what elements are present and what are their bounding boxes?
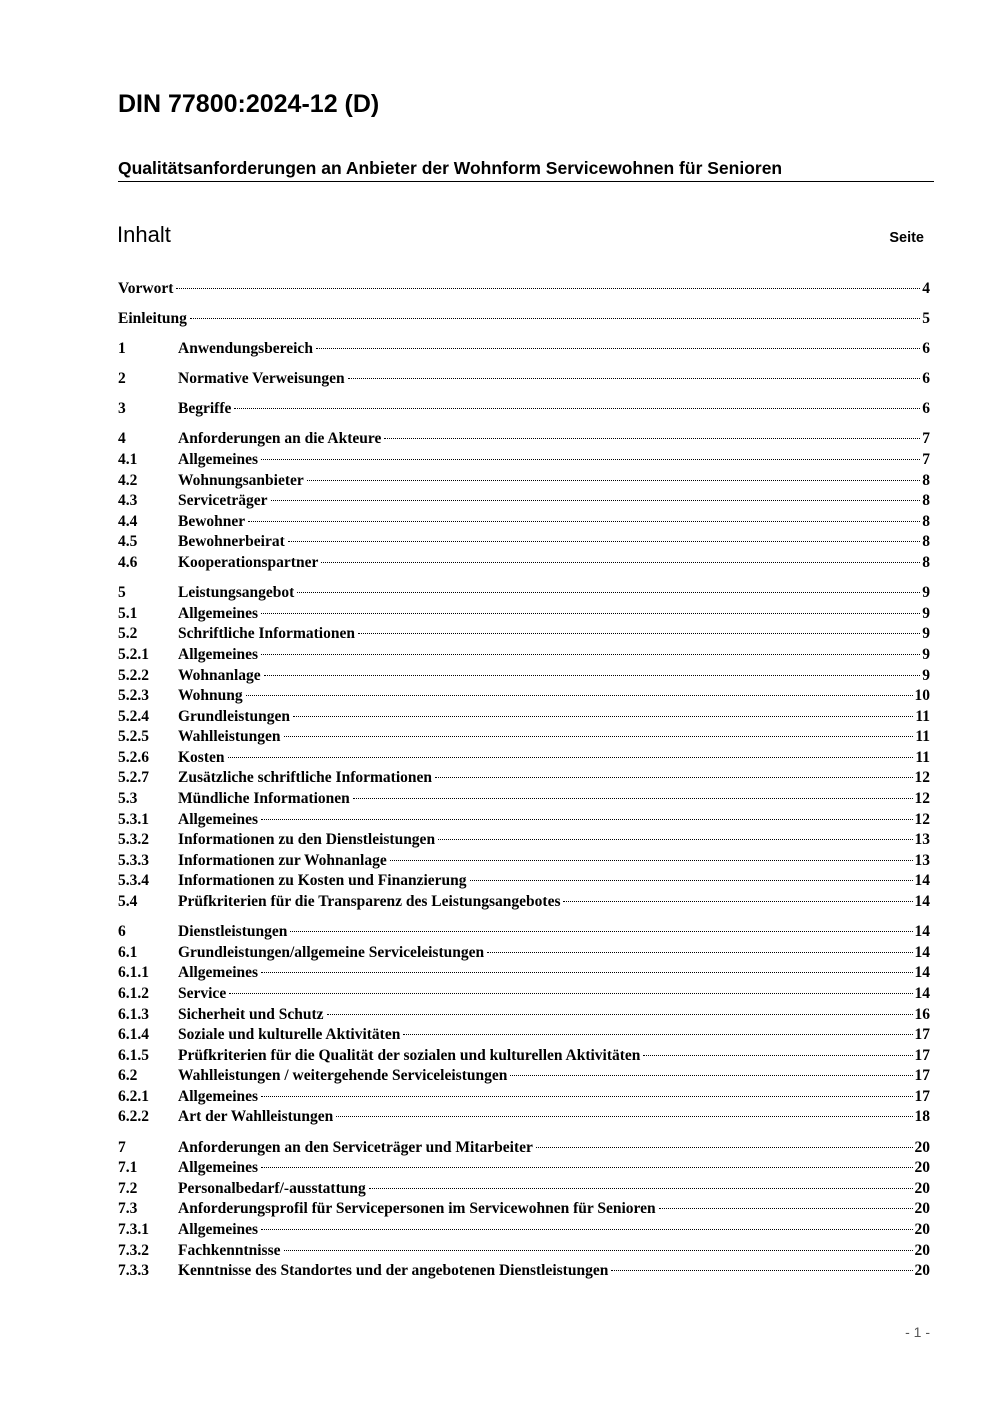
toc-dot-leader [384,438,920,439]
toc-entry-number: 4.3 [118,492,138,510]
toc-entry-title: Begriffe [178,400,232,418]
toc-entry-page: 8 [922,554,930,572]
toc-entry-title: Personalbedarf/-ausstattung [178,1179,366,1197]
toc-entry-page: 9 [922,604,930,622]
toc-entry-title: Mündliche Informationen [178,790,350,808]
toc-dot-leader [563,901,912,902]
toc-entry-title: Dienstleistungen [178,923,288,941]
toc-entry-page: 14 [914,893,930,911]
toc-entry[interactable] [118,1138,930,1159]
toc-entry-number: 5.2.7 [118,769,149,787]
toc-entry-title: Zusätzliche schriftliche Informationen [178,769,433,787]
toc-entry-title: Anforderungen an den Serviceträger und Mitarbeiter [178,1138,533,1156]
toc-entry-page: 14 [914,984,930,1002]
toc-entry-title: Leistungsangebot [178,584,295,602]
toc-entry-number: 6.1.1 [118,964,149,982]
toc-entry-title: Grundleistungen [178,707,290,725]
toc-entry-page: 14 [914,872,930,890]
toc-dot-leader [284,1250,913,1251]
toc-entry-title: Informationen zur Wohnanlage [178,851,387,869]
toc-entry-title: Prüfkriterien für die Transparenz des Leistungsangebotes [178,893,561,911]
toc-entry-title: Informationen zu Kosten und Finanzierung [178,872,467,890]
toc-entry-page: 18 [914,1108,930,1126]
toc-entry-number: 5.3.3 [118,851,149,869]
toc-dot-leader [229,993,912,994]
toc-entry-number: 7.3.2 [118,1241,149,1259]
toc-entry-title: Bewohnerbeirat [178,533,285,551]
toc-entry-number: 6.2 [118,1067,138,1085]
toc-entry-page: 9 [922,645,930,663]
toc-entry-title: Anforderungen an die Akteure [178,430,382,448]
toc-dot-leader [297,592,920,593]
toc-entry-title: Informationen zu den Dienstleistungen [178,831,436,849]
toc-entry-number: 7.3 [118,1200,138,1218]
toc-entry-page: 11 [915,748,930,766]
toc-entry[interactable] [118,1199,930,1220]
toc-dot-leader [261,613,920,614]
toc-dot-leader [438,839,912,840]
toc-entry-number: 7.2 [118,1179,138,1197]
toc-dot-leader [246,695,913,696]
toc-entry-number: 6.2.2 [118,1108,149,1126]
toc-entry-number: 7.3.3 [118,1262,149,1280]
toc-entry-title: Fachkenntnisse [178,1241,281,1259]
toc-entry[interactable] [118,553,930,574]
toc-entry-title: Wohnung [178,687,243,705]
toc-dot-leader [261,1096,912,1097]
toc-entry-page: 20 [914,1138,930,1156]
toc-entry-number: 6.1.2 [118,984,149,1002]
toc-dot-leader [284,736,914,737]
toc-entry-title: Wohnanlage [178,666,261,684]
toc-dot-leader [659,1208,913,1209]
toc-entry[interactable] [118,830,930,851]
toc-entry-page: 12 [914,769,930,787]
toc-entry-title: Anforderungsprofil für Servicepersonen im Servicewohnen für Senioren [178,1200,656,1218]
toc-dot-leader [435,777,912,778]
toc-entry-title: Schriftliche Informationen [178,625,355,643]
toc-entry-page: 8 [922,492,930,510]
toc-entry-page: 7 [922,430,930,448]
toc-entry[interactable] [118,1046,930,1067]
toc-entry[interactable] [118,748,930,769]
toc-entry-number: 7 [118,1138,126,1156]
toc-entry-title: Kenntnisse des Standortes und der angebotenen Dienstleistungen [178,1262,609,1280]
toc-entry[interactable] [118,1066,930,1087]
toc-dot-leader [290,931,912,932]
toc-entry[interactable] [118,309,930,330]
toc-dot-leader [403,1034,912,1035]
toc-entry-number: 4.4 [118,512,138,530]
toc-entry-title: Wahlleistungen / weitergehende Serviceleistungen [178,1067,508,1085]
toc-entry[interactable] [118,624,930,645]
toc-dot-leader [261,1229,912,1230]
toc-entry-page: 14 [914,964,930,982]
toc-entry-number: 6.1 [118,943,138,961]
toc-entry-number: 5.2.1 [118,645,149,663]
toc-entry-page: 8 [922,512,930,530]
toc-entry[interactable] [118,810,930,831]
toc-entry-number: 5.3.4 [118,872,149,890]
toc-entry[interactable] [118,727,930,748]
toc-entry-page: 10 [914,687,930,705]
toc-entry-title: Anwendungsbereich [178,340,313,358]
toc-entry[interactable] [118,984,930,1005]
toc-entry[interactable] [118,871,930,892]
toc-dot-leader [307,480,920,481]
toc-entry-title: Prüfkriterien für die Qualität der sozialen und kulturellen Aktivitäten [178,1046,641,1064]
toc-entry-page: 6 [922,370,930,388]
toc-dot-leader [190,318,920,319]
toc-entry-title: Bewohner [178,512,246,530]
toc-entry-number: 6.2.1 [118,1087,149,1105]
toc-entry[interactable] [118,491,930,512]
toc-dot-leader [358,633,920,634]
toc-entry[interactable] [118,1005,930,1026]
toc-dot-leader [261,1167,912,1168]
toc-entry-number: 4 [118,430,126,448]
toc-entry-number: 1 [118,340,126,358]
toc-entry-number: 6.1.5 [118,1046,149,1064]
toc-dot-leader [643,1055,912,1056]
toc-dot-leader [261,972,912,973]
toc-entry-page: 17 [914,1087,930,1105]
toc-entry-page: 12 [914,790,930,808]
toc-dot-leader [611,1270,912,1271]
toc-entry[interactable] [118,1220,930,1241]
toc-entry-page: 9 [922,666,930,684]
toc-entry-number: 6.1.4 [118,1026,149,1044]
toc-entry-title: Wohnungsanbieter [178,471,304,489]
toc-entry-title: Service [178,984,227,1002]
toc-entry[interactable] [118,369,930,390]
toc-entry-title: Normative Verweisungen [178,370,345,388]
toc-dot-leader [336,1116,912,1117]
toc-entry-title: Allgemeines [178,810,259,828]
toc-entry-page: 17 [914,1046,930,1064]
toc-entry[interactable] [118,1179,930,1200]
toc-dot-leader [470,880,913,881]
toc-dot-leader [176,288,920,289]
toc-entry[interactable] [118,450,930,471]
toc-entry-title: Allgemeines [178,645,259,663]
toc-entry-title: Allgemeines [178,1087,259,1105]
toc-entry-page: 8 [922,533,930,551]
toc-entry[interactable] [118,339,930,360]
toc-entry-number: 5.4 [118,893,138,911]
toc-entry-title: Wahlleistungen [178,728,281,746]
toc-dot-leader [271,500,921,501]
document-id: DIN 77800:2024-12 (D) [118,90,380,118]
toc-entry[interactable] [118,1087,930,1108]
toc-entry-number: 5.2.3 [118,687,149,705]
toc-entry-page: 5 [922,310,930,328]
toc-heading: Inhalt [117,222,171,247]
toc-entry-title: Allgemeines [178,451,259,469]
page-number: - 1 - [905,1324,930,1340]
toc-entry-page: 11 [915,728,930,746]
toc-dot-leader [321,562,920,563]
toc-entry[interactable] [118,707,930,728]
toc-entry-page: 20 [914,1241,930,1259]
toc-entry-number: 5.2.6 [118,748,149,766]
toc-entry-number: 6 [118,923,126,941]
toc-entry-number: 4.2 [118,471,138,489]
toc-page-column-label: Seite [889,230,924,246]
toc-entry[interactable] [118,892,930,913]
toc-dot-leader [261,654,920,655]
toc-entry[interactable] [118,1158,930,1179]
toc-entry[interactable] [118,922,930,943]
toc-entry[interactable] [118,1107,930,1128]
toc-entry-number: 5.1 [118,604,138,622]
toc-dot-leader [264,675,921,676]
toc-entry-page: 20 [914,1200,930,1218]
toc-entry[interactable] [118,279,930,300]
toc-entry[interactable] [118,429,930,450]
toc-entry[interactable] [118,768,930,789]
toc-entry-number: 5.2.4 [118,707,149,725]
toc-entry[interactable] [118,583,930,604]
toc-entry-page: 17 [914,1026,930,1044]
toc-dot-leader [261,819,912,820]
toc-entry-title: Allgemeines [178,1159,259,1177]
toc-dot-leader [316,348,920,349]
toc-entry-number: 4.1 [118,451,138,469]
toc-entry-number: 3 [118,400,126,418]
toc-entry-number: 2 [118,370,126,388]
toc-entry-title: Einleitung [118,310,187,328]
toc-entry[interactable] [118,666,930,687]
toc-entry-page: 20 [914,1159,930,1177]
toc-entry-title: Kosten [178,748,225,766]
toc-dot-leader [288,541,920,542]
toc-entry-page: 9 [922,584,930,602]
toc-entry-number: 7.3.1 [118,1220,149,1238]
toc-entry-page: 17 [914,1067,930,1085]
toc-entry[interactable] [118,399,930,420]
toc-entry-number: 5.3 [118,790,138,808]
toc-entry-page: 20 [914,1179,930,1197]
toc-entry-page: 9 [922,625,930,643]
toc-entry-title: Vorwort [118,280,174,297]
toc-dot-leader [536,1147,913,1148]
toc-dot-leader [228,757,914,758]
toc-dot-leader [234,408,920,409]
toc-entry-title: Serviceträger [178,492,268,510]
toc-entry[interactable] [118,1261,930,1282]
table-of-contents [118,279,930,1282]
toc-entry-page: 11 [915,707,930,725]
toc-entry-page: 12 [914,810,930,828]
toc-entry[interactable] [118,851,930,872]
toc-entry-page: 4 [922,280,930,297]
toc-entry-title: Allgemeines [178,604,259,622]
toc-entry[interactable] [118,1241,930,1262]
toc-entry-number: 5 [118,584,126,602]
toc-entry-number: 5.2.5 [118,728,149,746]
toc-dot-leader [327,1014,913,1015]
toc-entry-page: 14 [914,923,930,941]
toc-entry-title: Kooperationspartner [178,554,319,572]
toc-entry-title: Soziale und kulturelle Aktivitäten [178,1026,401,1044]
toc-entry[interactable] [118,604,930,625]
toc-entry-page: 8 [922,471,930,489]
toc-entry-number: 6.1.3 [118,1005,149,1023]
toc-dot-leader [261,459,920,460]
toc-entry-page: 13 [914,851,930,869]
toc-dot-leader [487,952,912,953]
toc-entry-number: 5.2.2 [118,666,149,684]
toc-entry[interactable] [118,943,930,964]
toc-entry-number: 4.6 [118,554,138,572]
toc-entry-number: 4.5 [118,533,138,551]
toc-entry[interactable] [118,1025,930,1046]
toc-entry-number: 5.3.1 [118,810,149,828]
toc-entry-page: 7 [922,451,930,469]
toc-entry-page: 6 [922,400,930,418]
toc-entry[interactable] [118,686,930,707]
toc-entry-page: 16 [914,1005,930,1023]
toc-dot-leader [390,860,913,861]
toc-entry-number: 7.1 [118,1159,138,1177]
toc-dot-leader [369,1188,913,1189]
toc-entry[interactable] [118,512,930,533]
document-title: Qualitätsanforderungen an Anbieter der Wohnform Servicewohnen für Senioren [118,158,934,182]
toc-entry-number: 5.3.2 [118,831,149,849]
toc-entry-title: Allgemeines [178,964,259,982]
toc-entry-page: 20 [914,1262,930,1280]
toc-entry-page: 14 [914,943,930,961]
toc-dot-leader [248,521,920,522]
toc-dot-leader [353,798,913,799]
toc-entry[interactable] [118,645,930,666]
toc-dot-leader [510,1075,912,1076]
toc-dot-leader [293,716,913,717]
toc-entry-page: 20 [914,1220,930,1238]
toc-entry-page: 13 [914,831,930,849]
toc-entry[interactable] [118,789,930,810]
toc-entry-title: Allgemeines [178,1220,259,1238]
toc-entry[interactable] [118,532,930,553]
toc-entry-title: Sicherheit und Schutz [178,1005,324,1023]
toc-entry-number: 5.2 [118,625,138,643]
toc-dot-leader [348,378,921,379]
toc-entry[interactable] [118,963,930,984]
toc-entry-title: Grundleistungen/allgemeine Serviceleistungen [178,943,485,961]
toc-entry-page: 6 [922,340,930,358]
toc-entry-title: Art der Wahlleistungen [178,1108,334,1126]
toc-entry[interactable] [118,471,930,492]
